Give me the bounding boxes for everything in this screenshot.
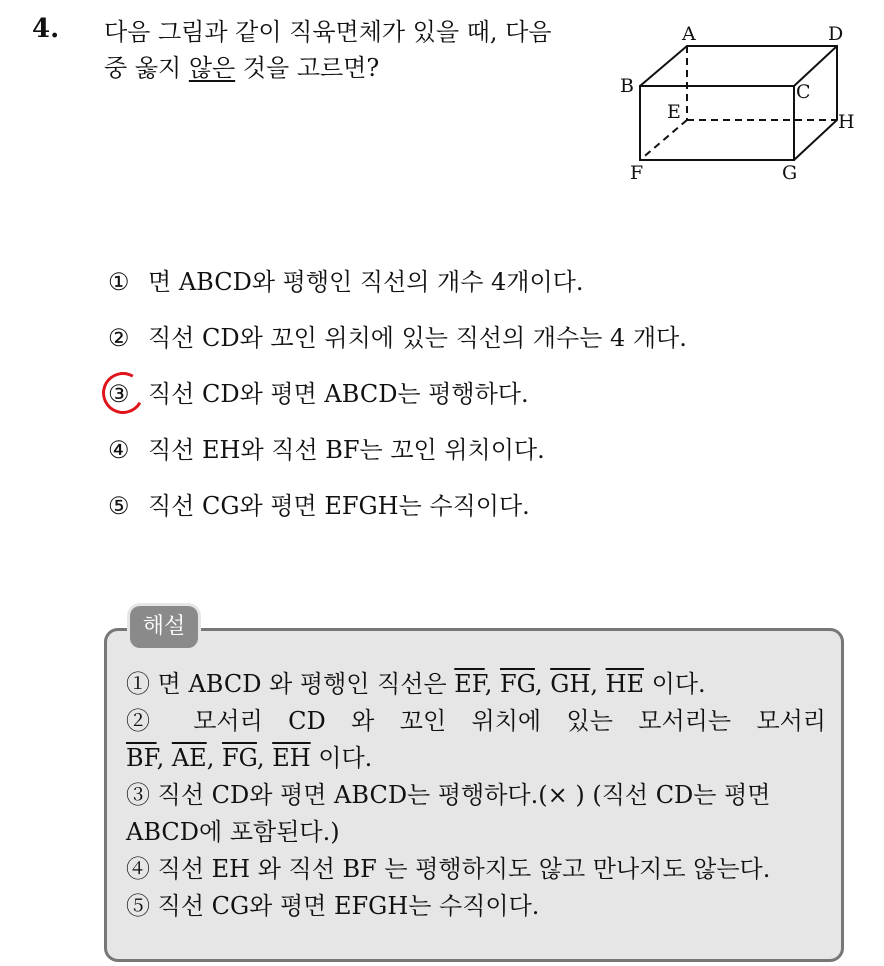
solution-line-2: ② 모서리 CD 와 꼬인 위치에 있는 모서리는 모서리 xyxy=(126,707,826,735)
choice-4[interactable] xyxy=(108,430,687,486)
choice-mark: ④ xyxy=(108,436,130,464)
choice-text: 면 ABCD와 평행인 직선의 개수 4개이다. xyxy=(148,268,584,296)
choice-mark: ⑤ xyxy=(108,492,130,520)
segment: $\overline{FG}$ xyxy=(221,744,257,772)
choice-text: 직선 CD와 평면 ABCD는 평행하다. xyxy=(148,380,529,408)
edge-cd xyxy=(794,46,837,86)
choice-list xyxy=(108,262,687,542)
segment: $\overline{EH}$ xyxy=(272,744,311,772)
solution-line-1: ① 면 ABCD 와 평행인 직선은 $\overline{EF}$, $\overline{FG}$, $\overline{GH}$, $\overline{HE}$ 이다. xyxy=(126,670,706,698)
choice-2[interactable] xyxy=(108,318,687,374)
choice-text: 직선 EH와 직선 BF는 꼬인 위치이다. xyxy=(148,436,545,464)
question-text xyxy=(104,14,604,86)
solution-line-1-suffix: 이다. xyxy=(644,670,706,698)
choice-3[interactable] xyxy=(108,374,687,430)
label-b: B xyxy=(620,75,634,97)
solution-line-6: ④ 직선 EH 와 직선 BF 는 평행하지도 않고 만나지도 않는다. xyxy=(126,855,771,883)
choice-mark: ③ xyxy=(108,380,130,408)
segment: $\overline{BF}$ xyxy=(126,744,157,772)
front-face xyxy=(640,86,794,160)
label-f: F xyxy=(630,162,644,184)
edge-ef xyxy=(640,120,687,160)
solution-line-3: $\overline{BF}$, $\overline{AE}$, $\overline{FG}$, $\overline{EH}$ 이다. xyxy=(126,744,373,772)
solution-line-3-suffix: 이다. xyxy=(310,744,373,772)
label-d: D xyxy=(828,23,844,45)
question-line-2-start: 중 옳지 xyxy=(104,54,189,82)
choice-1[interactable] xyxy=(108,262,687,318)
choice-5[interactable] xyxy=(108,486,687,542)
segment: $\overline{GH}$ xyxy=(550,670,591,698)
solution-line-7: ⑤ 직선 CG와 평면 EFGH는 수직이다. xyxy=(126,892,540,920)
segment: $\overline{FG}$ xyxy=(499,670,535,698)
solution-text xyxy=(126,666,826,925)
question-line-2-end: 것을 고르면? xyxy=(235,54,380,82)
segment: $\overline{HE}$ xyxy=(605,670,645,698)
solution-tag: 해설 xyxy=(130,606,198,648)
question-line-2 xyxy=(104,50,604,86)
underlined-word: 않은 xyxy=(188,54,236,82)
segment: $\overline{EF}$ xyxy=(454,670,485,698)
solution-line-1-prefix: ① 면 ABCD 와 평행인 직선은 xyxy=(126,670,455,698)
label-e: E xyxy=(667,101,681,123)
cuboid-figure xyxy=(610,18,860,188)
label-g: G xyxy=(782,162,798,184)
choice-mark: ② xyxy=(108,324,130,352)
choice-text: 직선 CD와 꼬인 위치에 있는 직선의 개수는 4 개다. xyxy=(148,324,687,352)
question-line-1: 다음 그림과 같이 직육면체가 있을 때, 다음 xyxy=(104,18,552,46)
label-h: H xyxy=(838,111,855,133)
question-number: 4. xyxy=(32,14,60,44)
choice-mark: ① xyxy=(108,268,130,296)
label-a: A xyxy=(682,23,696,45)
choice-text: 직선 CG와 평면 EFGH는 수직이다. xyxy=(148,492,530,520)
segment: $\overline{AE}$ xyxy=(171,744,207,772)
solution-line-4: ③ 직선 CD와 평면 ABCD는 평행하다.(× ) (직선 CD는 평면 xyxy=(126,781,771,809)
solution-line-5: ABCD에 포함된다.) xyxy=(126,818,340,846)
label-c: C xyxy=(796,81,811,103)
